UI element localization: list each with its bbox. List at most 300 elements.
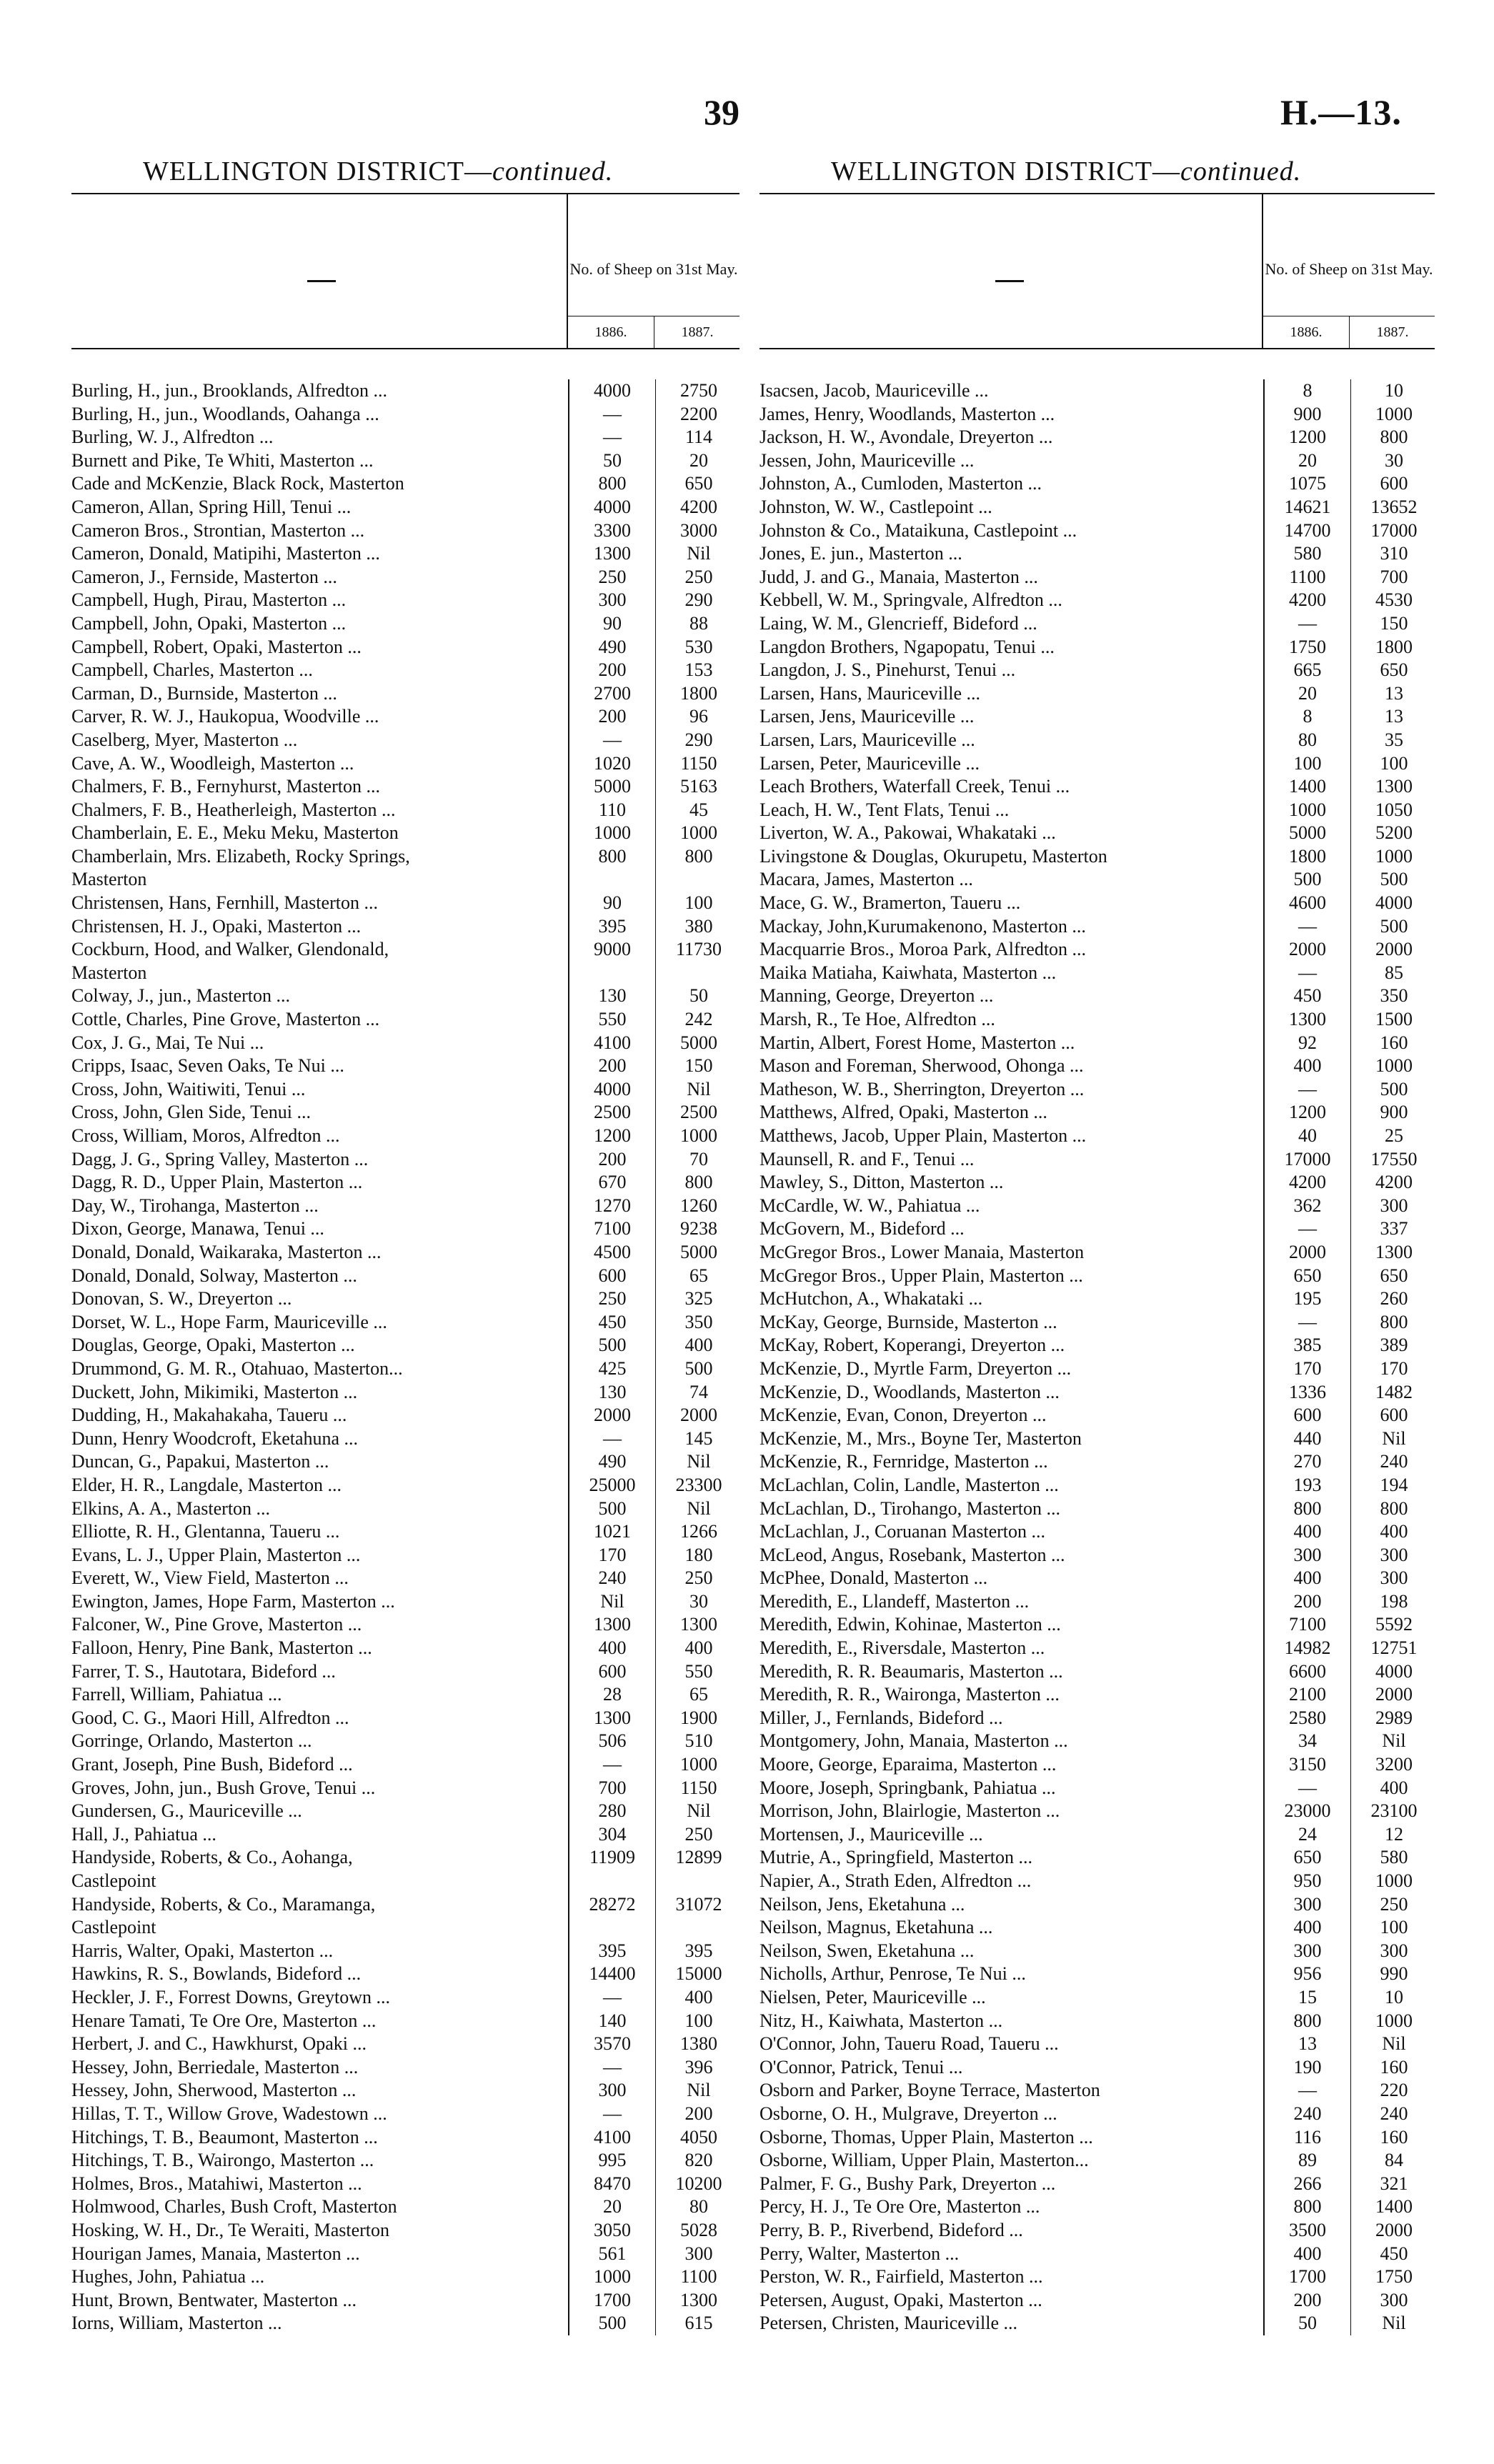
table-row	[760, 1381, 1435, 1405]
owner-cell: Cox, J. G., Mai, Te Nui ...	[71, 1032, 264, 1053]
sheep-1887-cell: 400	[1350, 1520, 1437, 1544]
table-row	[71, 2126, 739, 2150]
sheep-1887-cell: 1100	[655, 2265, 742, 2289]
table-row	[71, 2149, 739, 2173]
sheep-1886-cell: 700	[568, 1777, 655, 1800]
owner-cell: Hall, J., Pahiatua ...	[71, 1823, 216, 1845]
table-row	[71, 2243, 739, 2266]
sheep-1887-cell: 9238	[655, 1217, 742, 1241]
owner-cell: Macara, James, Masterton ...	[760, 869, 973, 890]
table-row	[71, 403, 739, 427]
sheep-1887-cell: Nil	[655, 1450, 742, 1474]
owner-cell: Macquarrie Bros., Moroa Park, Alfredton ...	[760, 939, 1087, 960]
owner-cell: Farrer, T. S., Hautotara, Bideford ...	[71, 1660, 336, 1682]
sheep-1887-cell: 820	[655, 2149, 742, 2173]
owner-cell: Burling, H., jun., Woodlands, Oahanga ...	[71, 403, 379, 424]
table-row	[760, 2265, 1435, 2289]
table-row	[71, 426, 739, 449]
sheep-1886-cell: 450	[568, 1311, 655, 1335]
owner-cell: Iorns, William, Masterton ...	[71, 2313, 282, 2334]
sheep-1887-cell: 500	[655, 1357, 742, 1381]
table-row	[71, 938, 739, 962]
table-row	[760, 915, 1435, 939]
sheep-1887-cell: Nil	[1350, 2312, 1437, 2335]
owner-cell: Nitz, H., Kaiwhata, Masterton ...	[760, 2010, 1003, 2031]
sheep-1887-cell: 13	[1350, 705, 1437, 729]
sheep-1886-cell: 90	[568, 612, 655, 636]
owner-cell: Meredith, R. R., Waironga, Masterton ...	[760, 1684, 1060, 1705]
sheep-1887-cell: 170	[1350, 1357, 1437, 1381]
owner-cell: Osborne, Thomas, Upper Plain, Masterton ...	[760, 2126, 1093, 2148]
table-row	[760, 1637, 1435, 1660]
owner-cell: Nielsen, Peter, Mauriceville ...	[760, 1986, 986, 2007]
table-row	[760, 2195, 1435, 2219]
sheep-1886-cell: 400	[1263, 1520, 1350, 1544]
sheep-1887-cell: 1000	[655, 1753, 742, 1777]
sheep-1887-cell: 74	[655, 1381, 742, 1405]
table-row	[760, 799, 1435, 822]
sheep-1887-cell: 17550	[1350, 1148, 1437, 1172]
table-row	[71, 589, 739, 612]
sheep-1887-cell: 800	[1350, 1497, 1437, 1521]
sheep-1886-cell: 4200	[1263, 589, 1350, 612]
sheep-1887-cell: 300	[1350, 1194, 1437, 1218]
table-row	[760, 1404, 1435, 1427]
sheep-1886-cell: 270	[1263, 1450, 1350, 1474]
table-row	[71, 1008, 739, 1032]
sheep-1887-cell: 350	[1350, 984, 1437, 1008]
sheep-1886-cell: 1400	[1263, 775, 1350, 799]
owner-cell: Isacsen, Jacob, Mauriceville ...	[760, 380, 989, 401]
sheep-1886-cell: 300	[568, 589, 655, 612]
sheep-1886-cell: 4100	[568, 2126, 655, 2150]
district-title-suffix: continued.	[1180, 156, 1302, 186]
sheep-1886-cell: 300	[1263, 1940, 1350, 1963]
sheep-1887-cell: 12899	[655, 1846, 742, 1870]
district-title-text: WELLINGTON DISTRICT—	[143, 156, 492, 186]
owner-cell: McKenzie, M., Mrs., Boyne Ter, Masterton	[760, 1427, 1082, 1449]
owner-cell: Hitchings, T. B., Beaumont, Masterton ...	[71, 2126, 378, 2148]
owner-cell: McGregor Bros., Lower Manaia, Masterton	[760, 1241, 1085, 1262]
sheep-1886-cell: —	[1263, 612, 1350, 636]
sheep-1887-cell: 1150	[655, 1777, 742, 1800]
table-row	[71, 1404, 739, 1427]
sheep-1886-cell: 266	[1263, 2173, 1350, 2196]
table-row	[71, 1777, 739, 1800]
sheep-1886-cell: 50	[1263, 2312, 1350, 2335]
table-row	[71, 1241, 739, 1265]
table-row	[760, 1846, 1435, 1870]
owner-cell: Hughes, John, Pahiatua ...	[71, 2266, 265, 2288]
sheep-1887-cell: 30	[655, 1590, 742, 1614]
sheep-1887-cell: 350	[655, 1311, 742, 1335]
sheep-1887-cell: 4000	[1350, 892, 1437, 915]
owner-cell: Holmwood, Charles, Bush Croft, Masterton	[71, 2196, 397, 2218]
table-row	[760, 962, 1435, 985]
owner-cell: Napier, A., Strath Eden, Alfredton ...	[760, 1870, 1032, 1891]
table-row	[71, 845, 739, 869]
owner-cell: McLeod, Angus, Rosebank, Masterton ...	[760, 1544, 1065, 1565]
sheep-1886-cell: 4200	[1263, 1171, 1350, 1194]
sheep-1886-cell: 15	[1263, 1986, 1350, 2010]
table-row	[71, 984, 739, 1008]
year-1887: 1887.	[1349, 316, 1435, 349]
sheep-1887-cell: 1000	[1350, 1870, 1437, 1893]
owner-cell: Johnston, A., Cumloden, Masterton ...	[760, 473, 1042, 494]
table-row	[71, 1171, 739, 1194]
left-column	[71, 150, 739, 2335]
owner-cell: Carman, D., Burnside, Masterton ...	[71, 682, 337, 704]
table-row	[760, 1078, 1435, 1102]
sheep-1887-cell: 1500	[1350, 1008, 1437, 1032]
sheep-1887-cell: 550	[655, 1660, 742, 1684]
owner-cell: McKay, George, Burnside, Masterton ...	[760, 1311, 1057, 1332]
sheep-1887-cell: 15000	[655, 1962, 742, 1986]
sheep-1887-cell: 396	[655, 2056, 742, 2080]
sheep-1887-cell: 290	[655, 589, 742, 612]
table-row	[71, 1940, 739, 1963]
sheep-1886-cell: —	[568, 426, 655, 449]
sheep-1887-cell: 17000	[1350, 519, 1437, 543]
sheep-1886-cell: 1000	[568, 822, 655, 845]
table-row	[760, 868, 1435, 892]
owner-cell: Judd, J. and G., Manaia, Masterton ...	[760, 566, 1038, 587]
table-row	[760, 1590, 1435, 1614]
sheep-1887-cell: 500	[1350, 1078, 1437, 1102]
owner-cell: Moore, George, Eparaima, Masterton ...	[760, 1754, 1057, 1775]
table-row	[71, 449, 739, 473]
owner-cell: McHutchon, A., Whakataki ...	[760, 1288, 983, 1310]
table-row	[71, 1707, 739, 1730]
sheep-1886-cell: 800	[1263, 1497, 1350, 1521]
sheep-1887-cell: 400	[655, 1637, 742, 1660]
table-row	[71, 775, 739, 799]
table-row	[760, 2056, 1435, 2080]
sheep-1887-cell: 150	[1350, 612, 1437, 636]
owner-cell: Farrell, William, Pahiatua ...	[71, 1684, 282, 1705]
sheep-1887-cell: 65	[655, 1683, 742, 1707]
owner-cell: O'Connor, Patrick, Tenui ...	[760, 2056, 963, 2078]
owner-cell: Dorset, W. L., Hope Farm, Mauriceville ...	[71, 1311, 387, 1332]
table-row	[71, 1381, 739, 1405]
sheep-1887-cell	[655, 1916, 742, 1940]
sheep-1886-cell: 561	[568, 2243, 655, 2266]
sheep-1887-cell: 100	[655, 2010, 742, 2033]
sheep-1886-cell: 2700	[568, 682, 655, 706]
sheep-1886-cell: 92	[1263, 1032, 1350, 1055]
table-row	[71, 1800, 739, 1823]
owner-cell: Cameron, Donald, Matipihi, Masterton ...	[71, 543, 380, 564]
owner-cell: Hunt, Brown, Bentwater, Masterton ...	[71, 2289, 357, 2310]
table-row	[71, 2265, 739, 2289]
sheep-1886-cell: 7100	[568, 1217, 655, 1241]
sheep-1886-cell: 400	[1263, 1916, 1350, 1940]
table-row	[760, 542, 1435, 566]
sheep-1887-cell: 400	[1350, 1777, 1437, 1800]
sheep-1886-cell: 24	[1263, 1823, 1350, 1847]
sheep-1887-cell: 10200	[655, 2173, 742, 2196]
owner-cell: Castlepoint	[71, 1917, 156, 1938]
owner-cell: Dagg, R. D., Upper Plain, Masterton ...	[71, 1172, 363, 1193]
sheep-1886-cell: 250	[568, 566, 655, 589]
table-row	[71, 2173, 739, 2196]
table-row	[71, 682, 739, 706]
sheep-1886-cell: 5000	[568, 775, 655, 799]
sheep-1887-cell: Nil	[1350, 2032, 1437, 2056]
year-1887: 1887.	[654, 316, 740, 349]
sheep-1887-cell: 2000	[1350, 938, 1437, 962]
owner-cell: Neilson, Magnus, Eketahuna ...	[760, 1917, 993, 1938]
sheep-1886-cell: 650	[1263, 1265, 1350, 1288]
owner-cell: Johnston & Co., Mataikuna, Castlepoint ...	[760, 519, 1077, 541]
owner-cell: Jones, E. jun., Masterton ...	[760, 543, 962, 564]
owner-cell: Manning, George, Dreyerton ...	[760, 985, 994, 1007]
sheep-1887-cell: 1000	[1350, 1054, 1437, 1078]
table-row	[71, 1054, 739, 1078]
owner-cell: Maunsell, R. and F., Tenui ...	[760, 1148, 975, 1169]
owner-cell: Dixon, George, Manawa, Tenui ...	[71, 1218, 324, 1240]
sheep-1887-cell: 1000	[1350, 2010, 1437, 2033]
table-row	[760, 449, 1435, 473]
table-row	[71, 1986, 739, 2010]
table-row	[71, 892, 739, 915]
sheep-1887-cell: 220	[1350, 2079, 1437, 2103]
sheep-1887-cell: 4050	[655, 2126, 742, 2150]
owner-cell: Miller, J., Fernlands, Bideford ...	[760, 1707, 1003, 1728]
table-row	[71, 1520, 739, 1544]
sheep-1886-cell: 1300	[568, 1613, 655, 1637]
table-row	[71, 1124, 739, 1148]
owner-cell: Matthews, Alfred, Opaki, Masterton ...	[760, 1102, 1047, 1123]
sheep-1887-cell: 260	[1350, 1287, 1437, 1311]
sheep-1886-cell: 395	[568, 915, 655, 939]
sheep-1887-cell: 800	[655, 845, 742, 869]
sheep-1886-cell: 440	[1263, 1427, 1350, 1451]
table-row	[760, 1986, 1435, 2010]
sheep-1886-cell: —	[568, 729, 655, 752]
sheep-1887-cell: 1150	[655, 752, 742, 776]
sheep-1887-cell: 240	[1350, 2103, 1437, 2126]
sheep-1886-cell: 2000	[568, 1404, 655, 1427]
sheep-1886-cell: 1300	[568, 542, 655, 566]
sheep-1887-cell: 2989	[1350, 1707, 1437, 1730]
sheep-1886-cell: 14700	[1263, 519, 1350, 543]
sheep-1887-cell: 800	[655, 1171, 742, 1194]
table-row	[760, 379, 1435, 403]
sheep-1887-cell: 5200	[1350, 822, 1437, 845]
right-table-body	[760, 379, 1435, 2335]
table-row	[760, 2173, 1435, 2196]
sheep-1886-cell: 3150	[1263, 1753, 1350, 1777]
table-row	[71, 868, 739, 892]
right-column	[760, 150, 1435, 2335]
owner-cell: McLachlan, J., Coruanan Masterton ...	[760, 1521, 1046, 1542]
table-row	[71, 2010, 739, 2033]
sheep-1886-cell: 1000	[1263, 799, 1350, 822]
sheep-1886-cell: 40	[1263, 1124, 1350, 1148]
sheep-1886-cell: 550	[568, 1008, 655, 1032]
table-row	[760, 472, 1435, 496]
owner-cell: Chamberlain, E. E., Meku Meku, Masterton	[71, 822, 399, 844]
owner-cell: Handyside, Roberts, & Co., Aohanga,	[71, 1847, 353, 1868]
table-row	[760, 1450, 1435, 1474]
owner-cell: Marsh, R., Te Hoe, Alfredton ...	[760, 1009, 995, 1030]
owner-cell: Chalmers, F. B., Heatherleigh, Masterton ...	[71, 799, 396, 820]
owner-cell: Dagg, J. G., Spring Valley, Masterton ...	[71, 1148, 369, 1169]
table-row	[760, 519, 1435, 543]
sheep-1887-cell: 20	[655, 449, 742, 473]
sheep-1887-cell: 5163	[655, 775, 742, 799]
owner-cell: Cameron, J., Fernside, Masterton ...	[71, 566, 337, 587]
sheep-1886-cell: 100	[1263, 752, 1350, 776]
owner-cell: Elder, H. R., Langdale, Masterton ...	[71, 1474, 342, 1495]
sheep-1887-cell: 10	[1350, 379, 1437, 403]
sheep-1886-cell: 23000	[1263, 1800, 1350, 1823]
sheep-1887-cell: 100	[655, 892, 742, 915]
table-row	[71, 1916, 739, 1940]
sheep-1886-cell: 400	[1263, 2243, 1350, 2266]
sheep-1886-cell: 200	[568, 1148, 655, 1172]
sheep-1887-cell: 1000	[1350, 845, 1437, 869]
sheep-1887-cell: 580	[1350, 1846, 1437, 1870]
table-row	[760, 2312, 1435, 2335]
table-row	[760, 1194, 1435, 1218]
sheep-1887-cell: 2200	[655, 403, 742, 427]
sheep-1886-cell: 28	[568, 1683, 655, 1707]
table-row	[71, 659, 739, 682]
sheep-1887-cell: 250	[655, 1823, 742, 1847]
sheep-1887-cell: Nil	[1350, 1427, 1437, 1451]
sheep-1887-cell: 1000	[1350, 403, 1437, 427]
sheep-1887-cell: 310	[1350, 542, 1437, 566]
owner-cell: Evans, L. J., Upper Plain, Masterton ...	[71, 1544, 361, 1565]
owner-cell: Mawley, S., Ditton, Masterton ...	[760, 1172, 1004, 1193]
table-row	[71, 1660, 739, 1684]
table-row	[71, 636, 739, 659]
sheep-1887-cell: 153	[655, 659, 742, 682]
sheep-1886-cell: 200	[568, 705, 655, 729]
table-row	[71, 1613, 739, 1637]
owner-cell: Falconer, W., Pine Grove, Masterton ...	[71, 1614, 362, 1635]
table-row	[760, 403, 1435, 427]
sheep-1887-cell: 70	[655, 1148, 742, 1172]
sheep-1887-cell: 65	[655, 1265, 742, 1288]
owner-cell: Larsen, Hans, Mauriceville ...	[760, 682, 981, 704]
sheep-1887-cell: 650	[1350, 659, 1437, 682]
sheep-1886-cell: 240	[568, 1567, 655, 1590]
sheep-1886-cell: —	[568, 1986, 655, 2010]
sheep-1886-cell	[568, 962, 655, 985]
table-row	[760, 1217, 1435, 1241]
sheep-1887-cell: 1400	[1350, 2195, 1437, 2219]
owner-cell: Holmes, Bros., Matahiwi, Masterton ...	[71, 2173, 362, 2194]
sheep-1887-cell: Nil	[1350, 1730, 1437, 1753]
table-row	[760, 2032, 1435, 2056]
owner-cell: Neilson, Jens, Eketahuna ...	[760, 1893, 965, 1915]
sheep-1886-cell: 1700	[1263, 2265, 1350, 2289]
sheep-1887-cell: 2500	[655, 1101, 742, 1124]
sheep-1887-cell: 200	[655, 2103, 742, 2126]
table-row	[760, 1823, 1435, 1847]
sheep-1886-cell: 650	[1263, 1846, 1350, 1870]
table-row	[71, 2289, 739, 2313]
sheep-1887-cell: 1900	[655, 1707, 742, 1730]
table-row	[760, 1870, 1435, 1893]
sheep-1886-cell: 2500	[568, 1101, 655, 1124]
table-row	[760, 612, 1435, 636]
sheep-1886-cell: 500	[568, 1497, 655, 1521]
sheep-1887-cell: 337	[1350, 1217, 1437, 1241]
sheep-1886-cell: 17000	[1263, 1148, 1350, 1172]
table-header-right	[760, 193, 1435, 349]
sheep-1887-cell: 321	[1350, 2173, 1437, 2196]
sheep-1887-cell: 1000	[655, 822, 742, 845]
sheep-1886-cell: 110	[568, 799, 655, 822]
sheep-1886-cell: 956	[1263, 1962, 1350, 1986]
table-row	[71, 915, 739, 939]
table-row	[71, 1683, 739, 1707]
sheep-1886-cell: 140	[568, 2010, 655, 2033]
table-row	[71, 379, 739, 403]
table-row	[71, 1962, 739, 1986]
owner-cell: Mackay, John,Kurumakenono, Masterton ...	[760, 915, 1086, 937]
sheep-1887-cell: 2000	[1350, 2219, 1437, 2243]
sheep-1887-cell: Nil	[655, 2079, 742, 2103]
table-row	[760, 1241, 1435, 1265]
owner-cell: Gorringe, Orlando, Masterton ...	[71, 1730, 312, 1752]
sheep-1886-cell: 995	[568, 2149, 655, 2173]
sheep-1886-cell: 300	[1263, 1893, 1350, 1917]
owner-cell: Meredith, E., Llandeff, Masterton ...	[760, 1590, 1030, 1612]
table-row	[71, 2219, 739, 2243]
table-row	[71, 2312, 739, 2335]
sheep-1886-cell: 665	[1263, 659, 1350, 682]
sheep-1887-cell	[655, 962, 742, 985]
sheep-1886-cell: —	[1263, 1777, 1350, 1800]
district-title-left	[71, 150, 739, 193]
owner-cell: Langdon, J. S., Pinehurst, Tenui ...	[760, 659, 1016, 681]
sheep-1887-cell: 4000	[1350, 1660, 1437, 1684]
table-row	[760, 1567, 1435, 1590]
owner-cell: Mason and Foreman, Sherwood, Ohonga ...	[760, 1055, 1084, 1077]
owner-cell: Elkins, A. A., Masterton ...	[71, 1497, 271, 1519]
table-row	[71, 799, 739, 822]
owner-cell: Campbell, Hugh, Pirau, Masterton ...	[71, 589, 347, 611]
owner-cell: Cripps, Isaac, Seven Oaks, Te Nui ...	[71, 1055, 344, 1077]
sheep-1887-cell: 150	[655, 1054, 742, 1078]
table-row	[760, 2289, 1435, 2313]
owner-cell: Jackson, H. W., Avondale, Dreyerton ...	[760, 427, 1053, 448]
sheep-1886-cell: —	[568, 1427, 655, 1451]
owner-cell: Cross, William, Moros, Alfredton ...	[71, 1125, 340, 1146]
sheep-1886-cell: —	[568, 2103, 655, 2126]
sheep-1886-cell: 8470	[568, 2173, 655, 2196]
table-row	[71, 2032, 739, 2056]
owner-cell: Jessen, John, Mauriceville ...	[760, 449, 975, 471]
sheep-column-title: No. of Sheep on 31st May.	[569, 260, 738, 278]
sheep-1886-cell: Nil	[568, 1590, 655, 1614]
owner-cell: Matthews, Jacob, Upper Plain, Masterton ...	[760, 1125, 1087, 1146]
table-row	[760, 1265, 1435, 1288]
table-row	[760, 2126, 1435, 2150]
sheep-1886-cell: —	[1263, 915, 1350, 939]
sheep-1887-cell: 380	[655, 915, 742, 939]
sheep-1887-cell: 250	[1350, 1893, 1437, 1917]
table-row	[71, 1217, 739, 1241]
sheep-1886-cell: 250	[568, 1287, 655, 1311]
table-row	[71, 1265, 739, 1288]
table-row	[760, 1497, 1435, 1521]
